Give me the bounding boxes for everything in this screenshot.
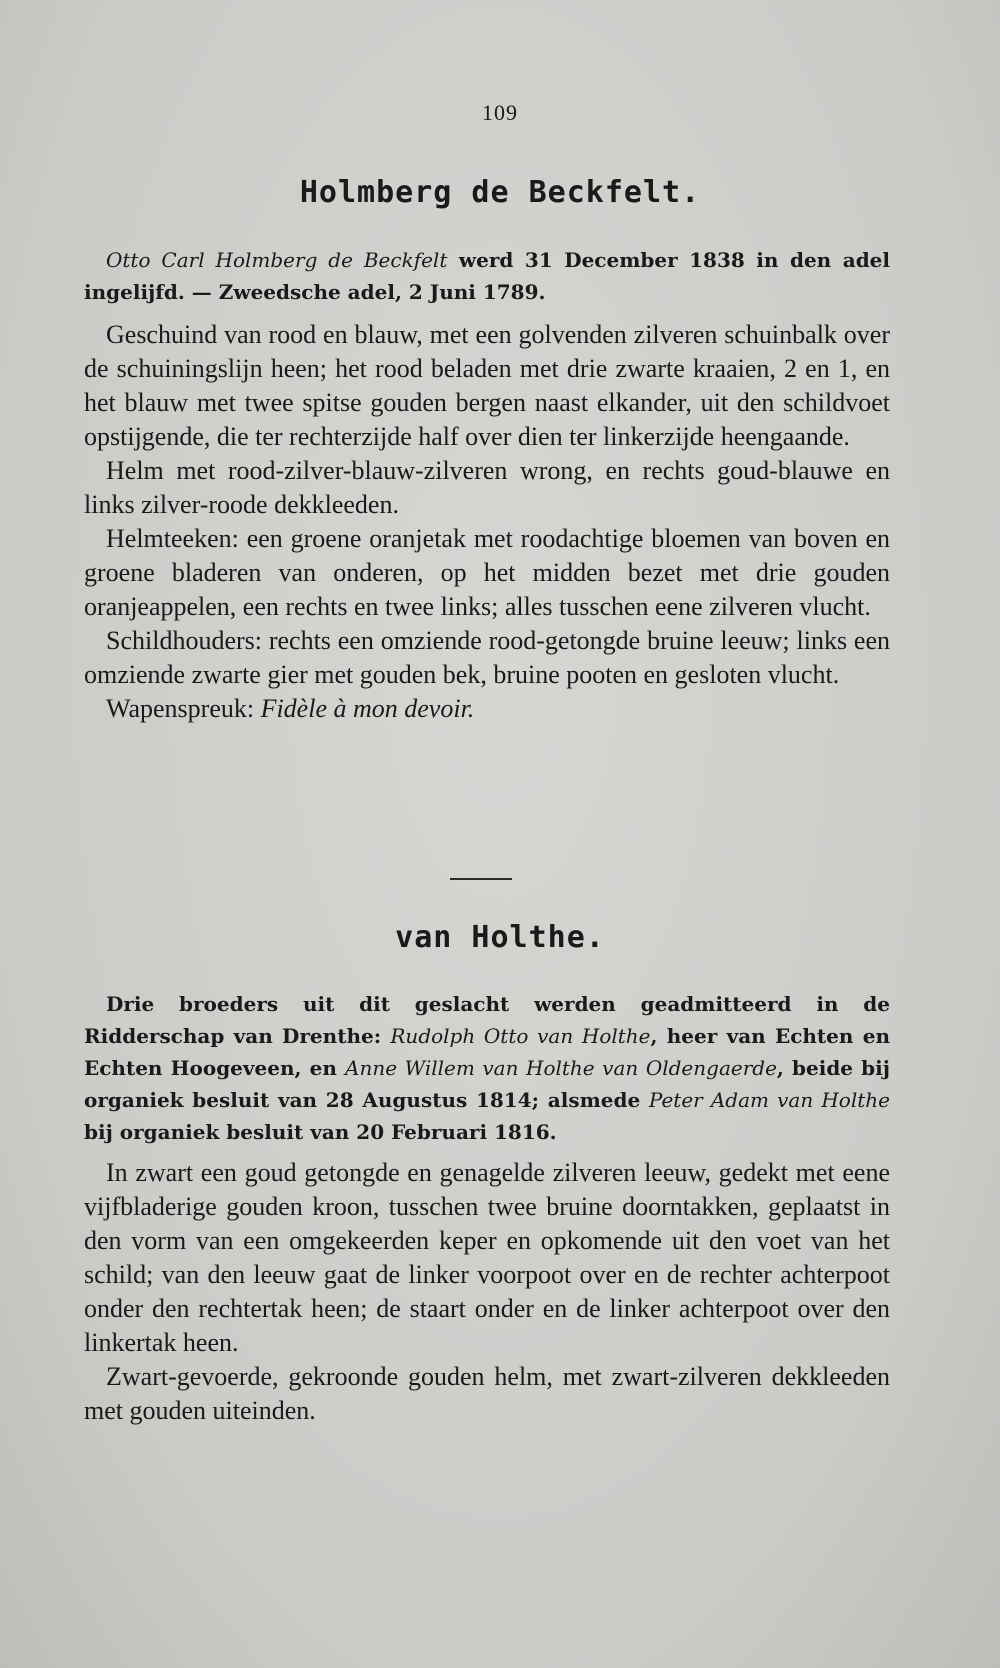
section-title-holmberg: Holmberg de Beckfelt. <box>299 175 701 210</box>
section-divider <box>450 878 512 880</box>
page-number: 109 <box>482 100 518 125</box>
person-name: Anne Willem van Holthe van Oldengaerde <box>345 1056 777 1080</box>
intro-text: , heer van Echten en Echten Hoogeveen, en <box>84 1024 890 1080</box>
motto-label: Wapenspreuk: <box>106 694 261 723</box>
person-name: Rudolph Otto van Holthe <box>390 1024 651 1048</box>
intro-text: bij organiek besluit van 20 Februari 1816. <box>84 1120 557 1144</box>
intro-text: , beide bij organiek besluit van 28 Augustus 1814; alsmede <box>84 1056 890 1112</box>
paragraph: In zwart een goud getongde en genagelde zilveren leeuw, gedekt met eene vijfbladerige gouden kroon, tusschen twee bruine doorntakken, geplaatst in den vorm van een omgekeerden keper en opkomende uit den voet van het schild; van den leeuw gaat de linker voorpoot over en de rechter achterpoot onder den rechtertak heen; de staart onder en de linker achterpoot over den linkertak heen. <box>84 1158 890 1357</box>
section-title-holthe: van Holthe. <box>395 920 605 955</box>
intro-text: Drie broeders uit dit geslacht werden geadmitteerd in de Ridderschap van Drenthe: <box>84 992 890 1048</box>
intro-name: Otto Carl Holmberg de Beckfelt <box>106 248 448 272</box>
section-intro-holmberg <box>84 244 890 308</box>
paragraph: Helmteeken: een groene oranjetak met roodachtige bloemen van boven en groene bladeren van onderen, op het midden bezet met drie gouden oranjeappelen, een rechts en twee links; alles tusschen eene zilveren vlucht. <box>84 524 890 621</box>
motto: Fidèle à mon devoir. <box>260 694 475 723</box>
intro-text: werd 31 December 1838 in den adel ingelijfd. — Zweedsche adel, 2 Juni 1789. <box>84 248 891 304</box>
person-name: Peter Adam van Holthe <box>648 1088 890 1112</box>
paragraph: Helm met rood-zilver-blauw-zilveren wrong, en rechts goud-blauwe en links zilver-roode dekkleeden. <box>84 456 890 519</box>
section-body-holthe <box>84 1156 890 1428</box>
paragraph: Schildhouders: rechts een omziende rood-getongde bruine leeuw; links een omziende zwarte gier met gouden bek, bruine pooten en gesloten vlucht. <box>84 626 890 689</box>
section-body-holmberg <box>84 318 890 726</box>
motto-paragraph <box>84 692 890 726</box>
paragraph: Geschuind van rood en blauw, met een golvenden zilveren schuinbalk over de schuiningslijn heen; het rood beladen met drie zwarte kraaien, 2 en 1, en het blauw met twee spitse gouden bergen naast elkander, uit den schildvoet opstijgende, die ter rechterzijde half over dien ter linkerzijde heengaande. <box>84 320 890 451</box>
section-intro-holthe <box>84 988 890 1148</box>
paragraph: Zwart-gevoerde, gekroonde gouden helm, met zwart-zilveren dekkleeden met gouden uiteinden. <box>84 1362 890 1425</box>
